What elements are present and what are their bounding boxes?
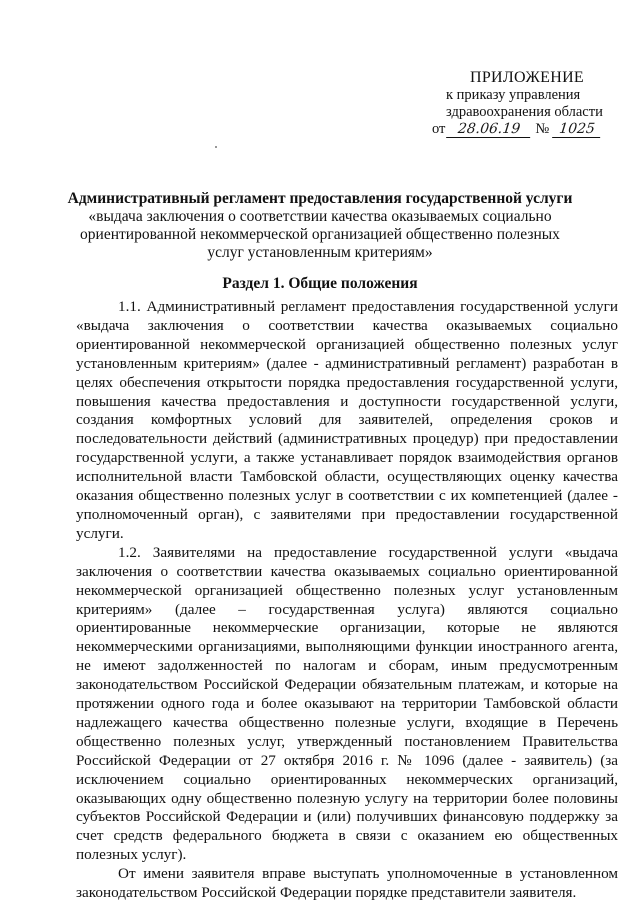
order-number-handwritten: 1025 bbox=[552, 121, 602, 138]
document-subtitle: «выдача заключения о соответствии качества оказываемых социально ориентированной некоммерческой организацией общественно полезных услуг установленным критериям» bbox=[80, 208, 560, 261]
paragraph-representatives: От имени заявителя вправе выступать уполномоченные в установленном законодательством Российской Федерации порядке представители заявителя. bbox=[76, 865, 618, 902]
order-date-handwritten: 28.06.19 bbox=[447, 121, 533, 138]
appendix-title: ПРИЛОЖЕНИЕ bbox=[470, 69, 585, 86]
paragraph-1-2: 1.2. Заявителями на предоставление государственной услуги «выдача заключения о соответствии качества оказываемых социально ориентированной некоммерческой организацией общественно полезных услуг установленным критериям» (далее – государственная услуга) являются социально ориентированные некоммерческие организации, которые не являются некоммерческими организациями, выполняющими функции иностранного агента, не имеют задолженностей по налогам и сборам, иным предусмотренным законодательством Российской Федерации обязательным платежам, и которые на протяжении одного года и более оказывают на территории Тамбовской области надлежащего качества общественно полезные услуги, входящие в Перечень общественно полезных услуг, утвержденный постановлением Правительства Российской Федерации от 27 октября 2016 г. № 1096 (далее - заявитель) (за исключением социально ориентированных некоммерческих организаций, оказывающих одну общественно полезную услугу на территории более половины субъектов Российской Федерации и (или) получивших финансовую поддержку за счет средств федерального бюджета в связи с оказанием ею общественных полезных услуг). bbox=[76, 543, 618, 864]
appendix-department-line: здравоохранения области bbox=[446, 104, 603, 120]
appendix-order-line: к приказу управления bbox=[446, 87, 581, 103]
appendix-block bbox=[428, 68, 618, 138]
appendix-date-number-line bbox=[428, 121, 618, 138]
from-label: от bbox=[432, 121, 446, 137]
section-heading: Раздел 1. Общие положения bbox=[222, 275, 418, 292]
document-title: Административный регламент предоставления государственной услуги bbox=[67, 190, 573, 207]
document-title-block bbox=[60, 190, 580, 262]
scan-speck bbox=[215, 146, 217, 148]
section-body bbox=[76, 298, 618, 903]
paragraph-1-1: 1.1. Административный регламент предоставления государственной услуги «выдача заключения о соответствии качества оказываемых социально ориентированной некоммерческой организацией общественно полезных услуг установленным критериям» (далее - административный регламент) разработан в целях обеспечения открытости порядка предоставления государственной услуги, повышения качества предоставления и доступности государственной услуги, создания комфортных условий для заявителей, определения сроков и последовательности действий (административных процедур) при предоставлении государственной услуги, а также устанавливает порядок взаимодействия органов исполнительной власти Тамбовской области, осуществляющих оценку качества оказания общественно полезных услуг в соответствии с их компетенцией (далее - уполномоченный орган), с заявителями при предоставлении государственной услуги. bbox=[76, 298, 618, 542]
number-label: № bbox=[535, 121, 550, 137]
